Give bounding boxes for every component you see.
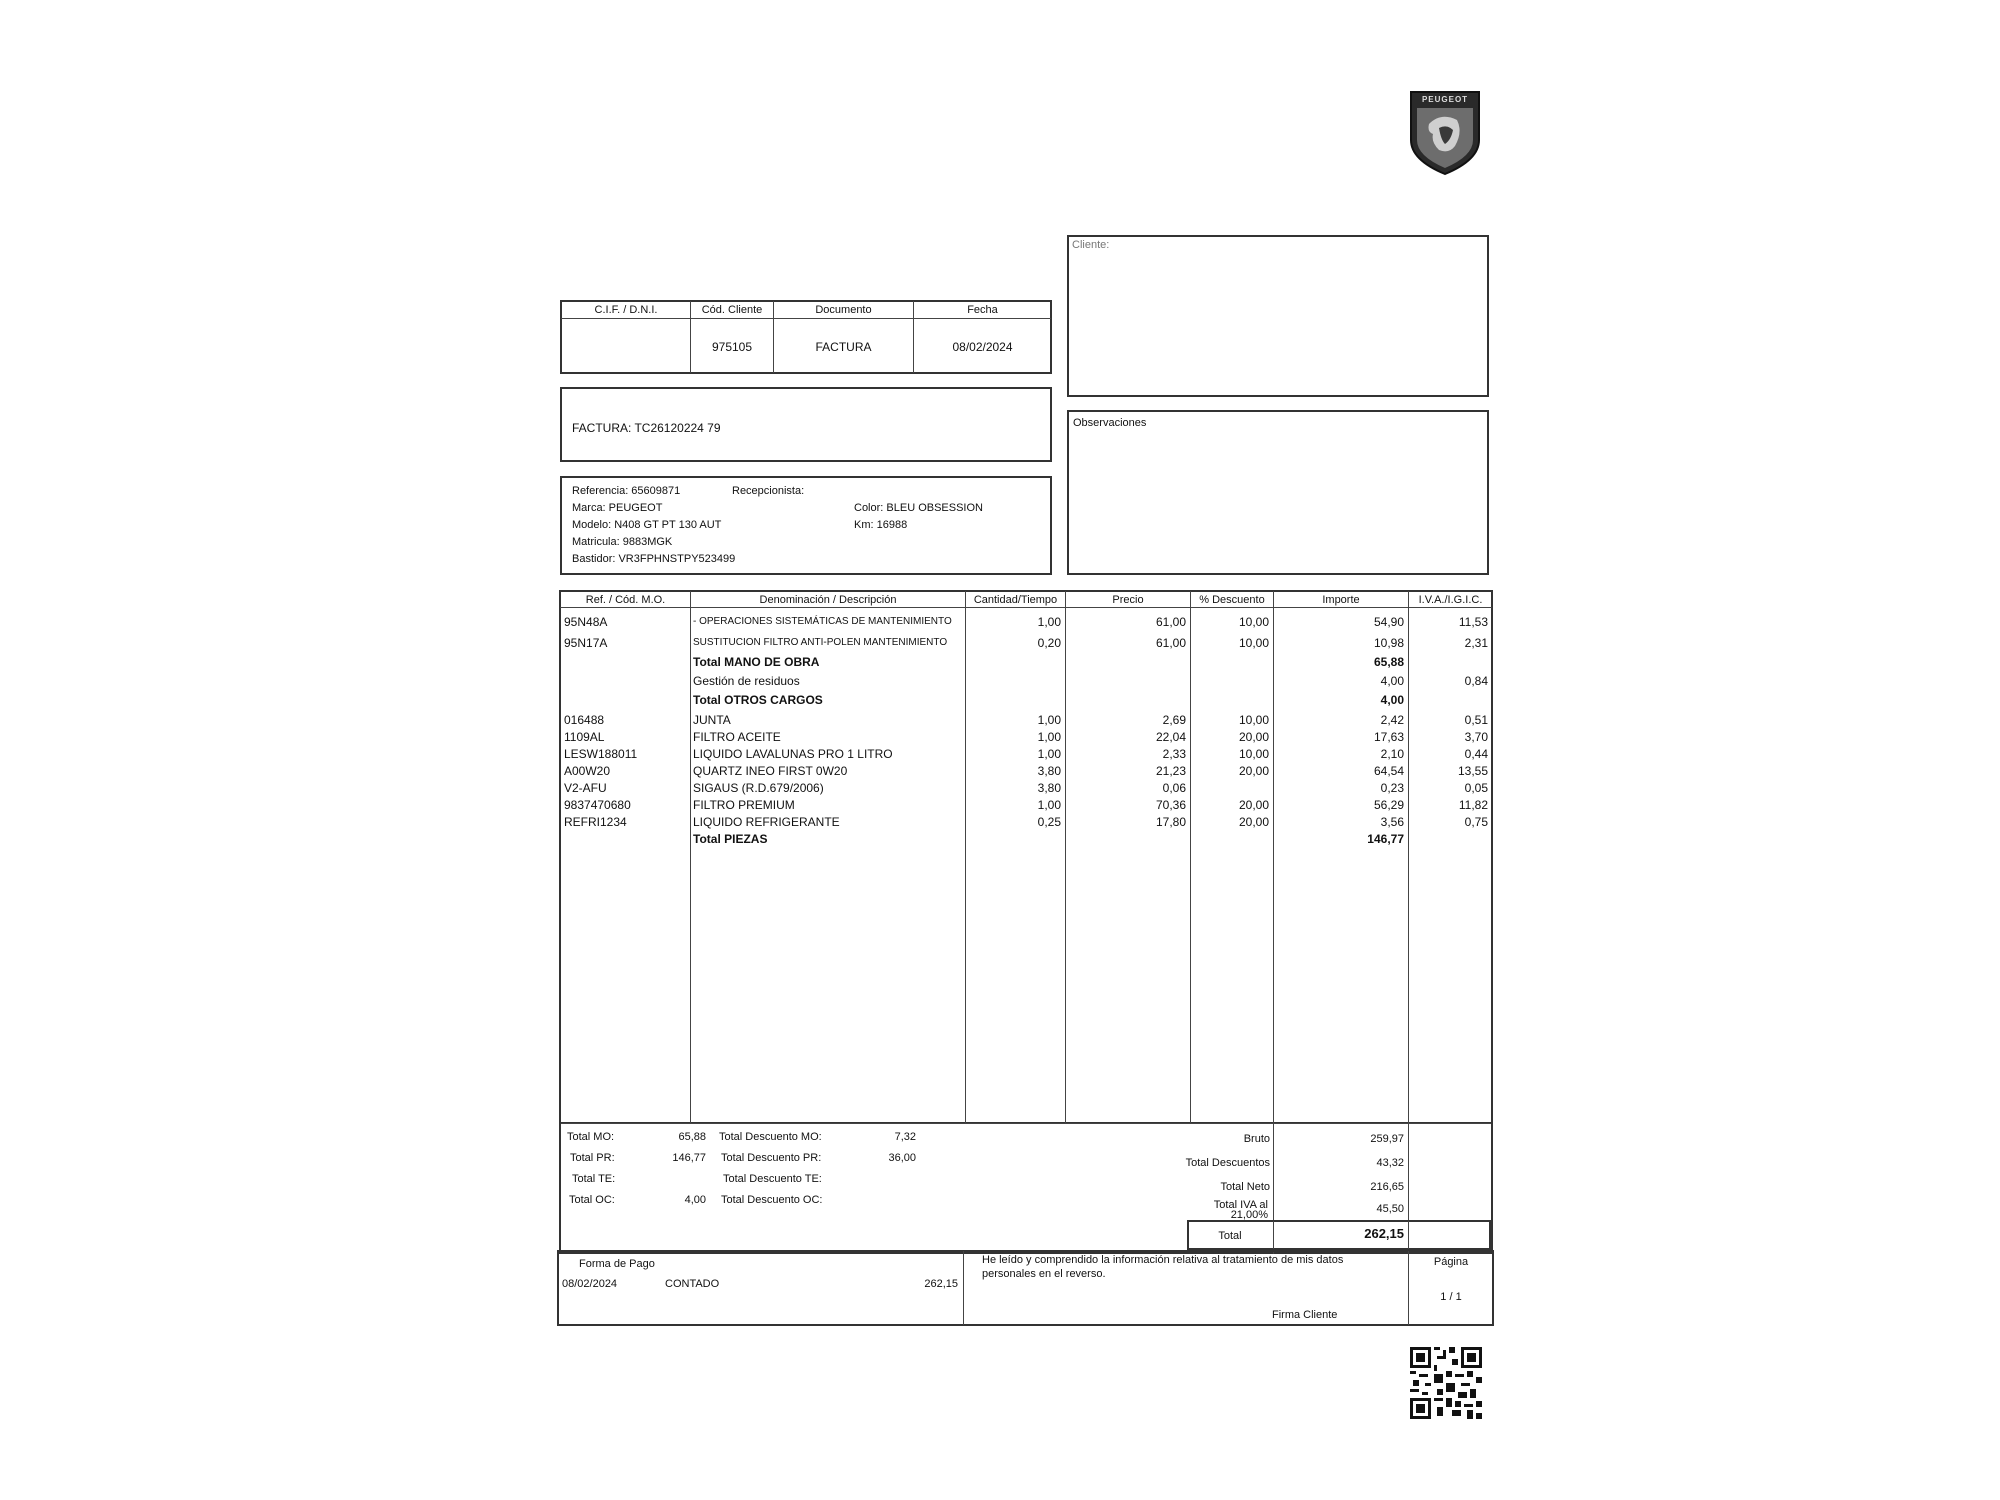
cell-desc: QUARTZ INEO FIRST 0W20 (693, 764, 848, 778)
invoice-number: FACTURA: TC26120224 79 (572, 421, 721, 435)
pagina-label: Página (1433, 1256, 1469, 1268)
cell-iva: 0,51 (1464, 713, 1488, 727)
cell-price: 2,69 (1162, 713, 1186, 727)
header-doc-label: Documento (815, 304, 872, 316)
qr-code (1410, 1347, 1482, 1419)
cell-iva: 11,82 (1458, 798, 1488, 812)
cell-qty: 1,00 (1037, 798, 1061, 812)
observaciones-box (1067, 410, 1489, 575)
grand-total-label: Total (1218, 1230, 1242, 1242)
payment-method: CONTADO (665, 1278, 720, 1290)
cell-imp: 3,56 (1380, 815, 1404, 829)
cell-desc: - OPERACIONES SISTEMÁTICAS DE MANTENIMIENTO (693, 616, 952, 627)
total-dmo-value: 7,32 (894, 1131, 916, 1143)
descuentos-value: 43,32 (1376, 1157, 1404, 1169)
cell-disc: 20,00 (1238, 798, 1269, 812)
cell-price: 21,23 (1155, 764, 1186, 778)
cell-qty: 3,80 (1037, 764, 1061, 778)
header-fecha-value: 08/02/2024 (952, 340, 1013, 354)
header-fecha-label: Fecha (967, 304, 998, 316)
pagina-value: 1 / 1 (1440, 1291, 1462, 1303)
cell-ref: REFRI1234 (564, 815, 627, 829)
neto-value: 216,65 (1370, 1181, 1404, 1193)
cell-price: 17,80 (1155, 815, 1186, 829)
vehicle-modelo: Modelo: N408 GT PT 130 AUT (572, 519, 722, 531)
firma-cliente: Firma Cliente (1272, 1309, 1338, 1321)
cell-qty: 1,00 (1037, 615, 1061, 629)
descuentos-label: Total Descuentos (1185, 1157, 1270, 1169)
vehicle-matricula: Matricula: 9883MGK (572, 536, 673, 548)
cell-ref: A00W20 (564, 764, 611, 778)
cell-desc: FILTRO PREMIUM (693, 798, 795, 812)
header-cod-label: Cód. Cliente (701, 304, 763, 316)
cell-iva: 11,53 (1458, 615, 1488, 629)
cell-qty: 1,00 (1037, 730, 1061, 744)
cell-qty: 0,20 (1037, 636, 1061, 650)
bruto-label: Bruto (1243, 1133, 1270, 1145)
cell-desc: SIGAUS (R.D.679/2006) (693, 781, 824, 795)
col-header-qty: Cantidad/Tiempo (973, 594, 1058, 606)
cell-desc: JUNTA (693, 713, 731, 727)
cell-price: 70,36 (1155, 798, 1186, 812)
cell-desc: Total MANO DE OBRA (693, 655, 820, 669)
cell-desc: LIQUIDO LAVALUNAS PRO 1 LITRO (693, 747, 893, 761)
client-label: Cliente: (1072, 239, 1110, 251)
observaciones-label: Observaciones (1073, 417, 1147, 429)
total-pr-label: Total PR: (570, 1152, 615, 1164)
header-cod-value: 975105 (711, 340, 753, 354)
payment-amount: 262,15 (924, 1278, 958, 1290)
cell-iva: 3,70 (1464, 730, 1488, 744)
total-dpr-label: Total Descuento PR: (721, 1152, 822, 1164)
cell-iva: 0,75 (1464, 815, 1488, 829)
cell-iva: 2,31 (1464, 636, 1488, 650)
total-dte-label: Total Descuento TE: (723, 1173, 822, 1185)
cell-ref: 9837470680 (564, 798, 631, 812)
cell-desc: SUSTITUCION FILTRO ANTI-POLEN MANTENIMIENTO (693, 637, 948, 648)
col-header-iva: I.V.A./I.G.I.C. (1418, 594, 1483, 606)
iva-label: Total IVA al (1213, 1199, 1268, 1211)
cell-ref: V2-AFU (564, 781, 607, 795)
total-dmo-label: Total Descuento MO: (719, 1131, 822, 1143)
cell-price: 0,06 (1162, 781, 1186, 795)
cell-disc: 20,00 (1238, 730, 1269, 744)
vehicle-referencia: Referencia: 65609871 (572, 485, 681, 497)
cell-ref: 95N48A (564, 615, 608, 629)
client-box (1067, 235, 1489, 397)
cell-imp: 4,00 (1380, 674, 1404, 688)
cell-imp: 0,23 (1380, 781, 1404, 795)
cell-desc: Gestión de residuos (693, 674, 800, 688)
total-mo-value: 65,88 (678, 1131, 706, 1143)
cell-qty: 1,00 (1037, 747, 1061, 761)
vehicle-color: Color: BLEU OBSESSION (854, 502, 983, 514)
vehicle-recepcionista: Recepcionista: (732, 485, 805, 497)
privacy-line-2: personales en el reverso. (982, 1268, 1106, 1280)
cell-ref: 016488 (564, 713, 605, 727)
iva-rate: 21,00% (1230, 1209, 1268, 1221)
cell-desc: LIQUIDO REFRIGERANTE (693, 815, 840, 829)
header-cif-label: C.I.F. / D.N.I. (594, 304, 658, 316)
cell-desc: Total PIEZAS (693, 832, 768, 846)
items-table (559, 590, 1493, 1124)
col-header-disc: % Descuento (1199, 594, 1265, 606)
cell-imp: 2,10 (1380, 747, 1404, 761)
cell-price: 61,00 (1155, 615, 1186, 629)
neto-label: Total Neto (1220, 1181, 1270, 1193)
total-oc-label: Total OC: (569, 1194, 615, 1206)
cell-iva: 0,84 (1464, 674, 1488, 688)
cell-imp: 146,77 (1367, 832, 1404, 846)
col-header-ref: Ref. / Cód. M.O. (585, 594, 666, 606)
cell-disc: 20,00 (1238, 815, 1269, 829)
total-dpr-value: 36,00 (888, 1152, 916, 1164)
cell-qty: 0,25 (1037, 815, 1061, 829)
total-oc-value: 4,00 (684, 1194, 706, 1206)
cell-qty: 1,00 (1037, 713, 1061, 727)
iva-value: 45,50 (1376, 1203, 1404, 1215)
cell-ref: 95N17A (564, 636, 608, 650)
cell-imp: 10,98 (1373, 636, 1404, 650)
cell-disc: 10,00 (1238, 615, 1269, 629)
total-te-label: Total TE: (572, 1173, 616, 1185)
cell-price: 61,00 (1155, 636, 1186, 650)
total-doc-label: Total Descuento OC: (721, 1194, 823, 1206)
payment-date: 08/02/2024 (562, 1278, 618, 1290)
cell-imp: 56,29 (1373, 798, 1404, 812)
total-mo-label: Total MO: (567, 1131, 615, 1143)
cell-imp: 17,63 (1373, 730, 1404, 744)
cell-iva: 0,44 (1464, 747, 1488, 761)
grand-total-value: 262,15 (1364, 1226, 1404, 1241)
cell-desc: Total OTROS CARGOS (693, 693, 823, 707)
cell-disc: 10,00 (1238, 747, 1269, 761)
header-doc-value: FACTURA (815, 340, 872, 354)
cell-imp: 2,42 (1380, 713, 1404, 727)
cell-ref: LESW188011 (564, 747, 638, 761)
cell-price: 2,33 (1162, 747, 1186, 761)
cell-desc: FILTRO ACEITE (693, 730, 781, 744)
cell-imp: 54,90 (1373, 615, 1404, 629)
col-header-price: Precio (1112, 594, 1144, 606)
cell-imp: 64,54 (1373, 764, 1404, 778)
cell-disc: 10,00 (1238, 636, 1269, 650)
cell-imp: 65,88 (1373, 655, 1404, 669)
cell-disc: 10,00 (1238, 713, 1269, 727)
cell-iva: 13,55 (1457, 764, 1488, 778)
logo-text: PEUGEOT (1421, 95, 1469, 104)
vehicle-bastidor: Bastidor: VR3FPHNSTPY523499 (572, 553, 736, 565)
total-pr-value: 146,77 (672, 1152, 706, 1164)
col-header-desc: Denominación / Descripción (759, 594, 897, 606)
cell-imp: 4,00 (1380, 693, 1404, 707)
vehicle-marca: Marca: PEUGEOT (572, 502, 663, 514)
privacy-line-1: He leído y comprendido la información relativa al tratamiento de mis datos (982, 1254, 1344, 1266)
col-header-imp: Importe (1322, 594, 1360, 606)
peugeot-logo (1405, 88, 1485, 176)
cell-disc: 20,00 (1238, 764, 1269, 778)
bruto-value: 259,97 (1370, 1133, 1404, 1145)
payment-label: Forma de Pago (579, 1258, 655, 1270)
cell-ref: 1109AL (564, 730, 605, 744)
vehicle-km: Km: 16988 (854, 519, 908, 531)
cell-price: 22,04 (1155, 730, 1186, 744)
cell-qty: 3,80 (1037, 781, 1061, 795)
cell-iva: 0,05 (1464, 781, 1488, 795)
